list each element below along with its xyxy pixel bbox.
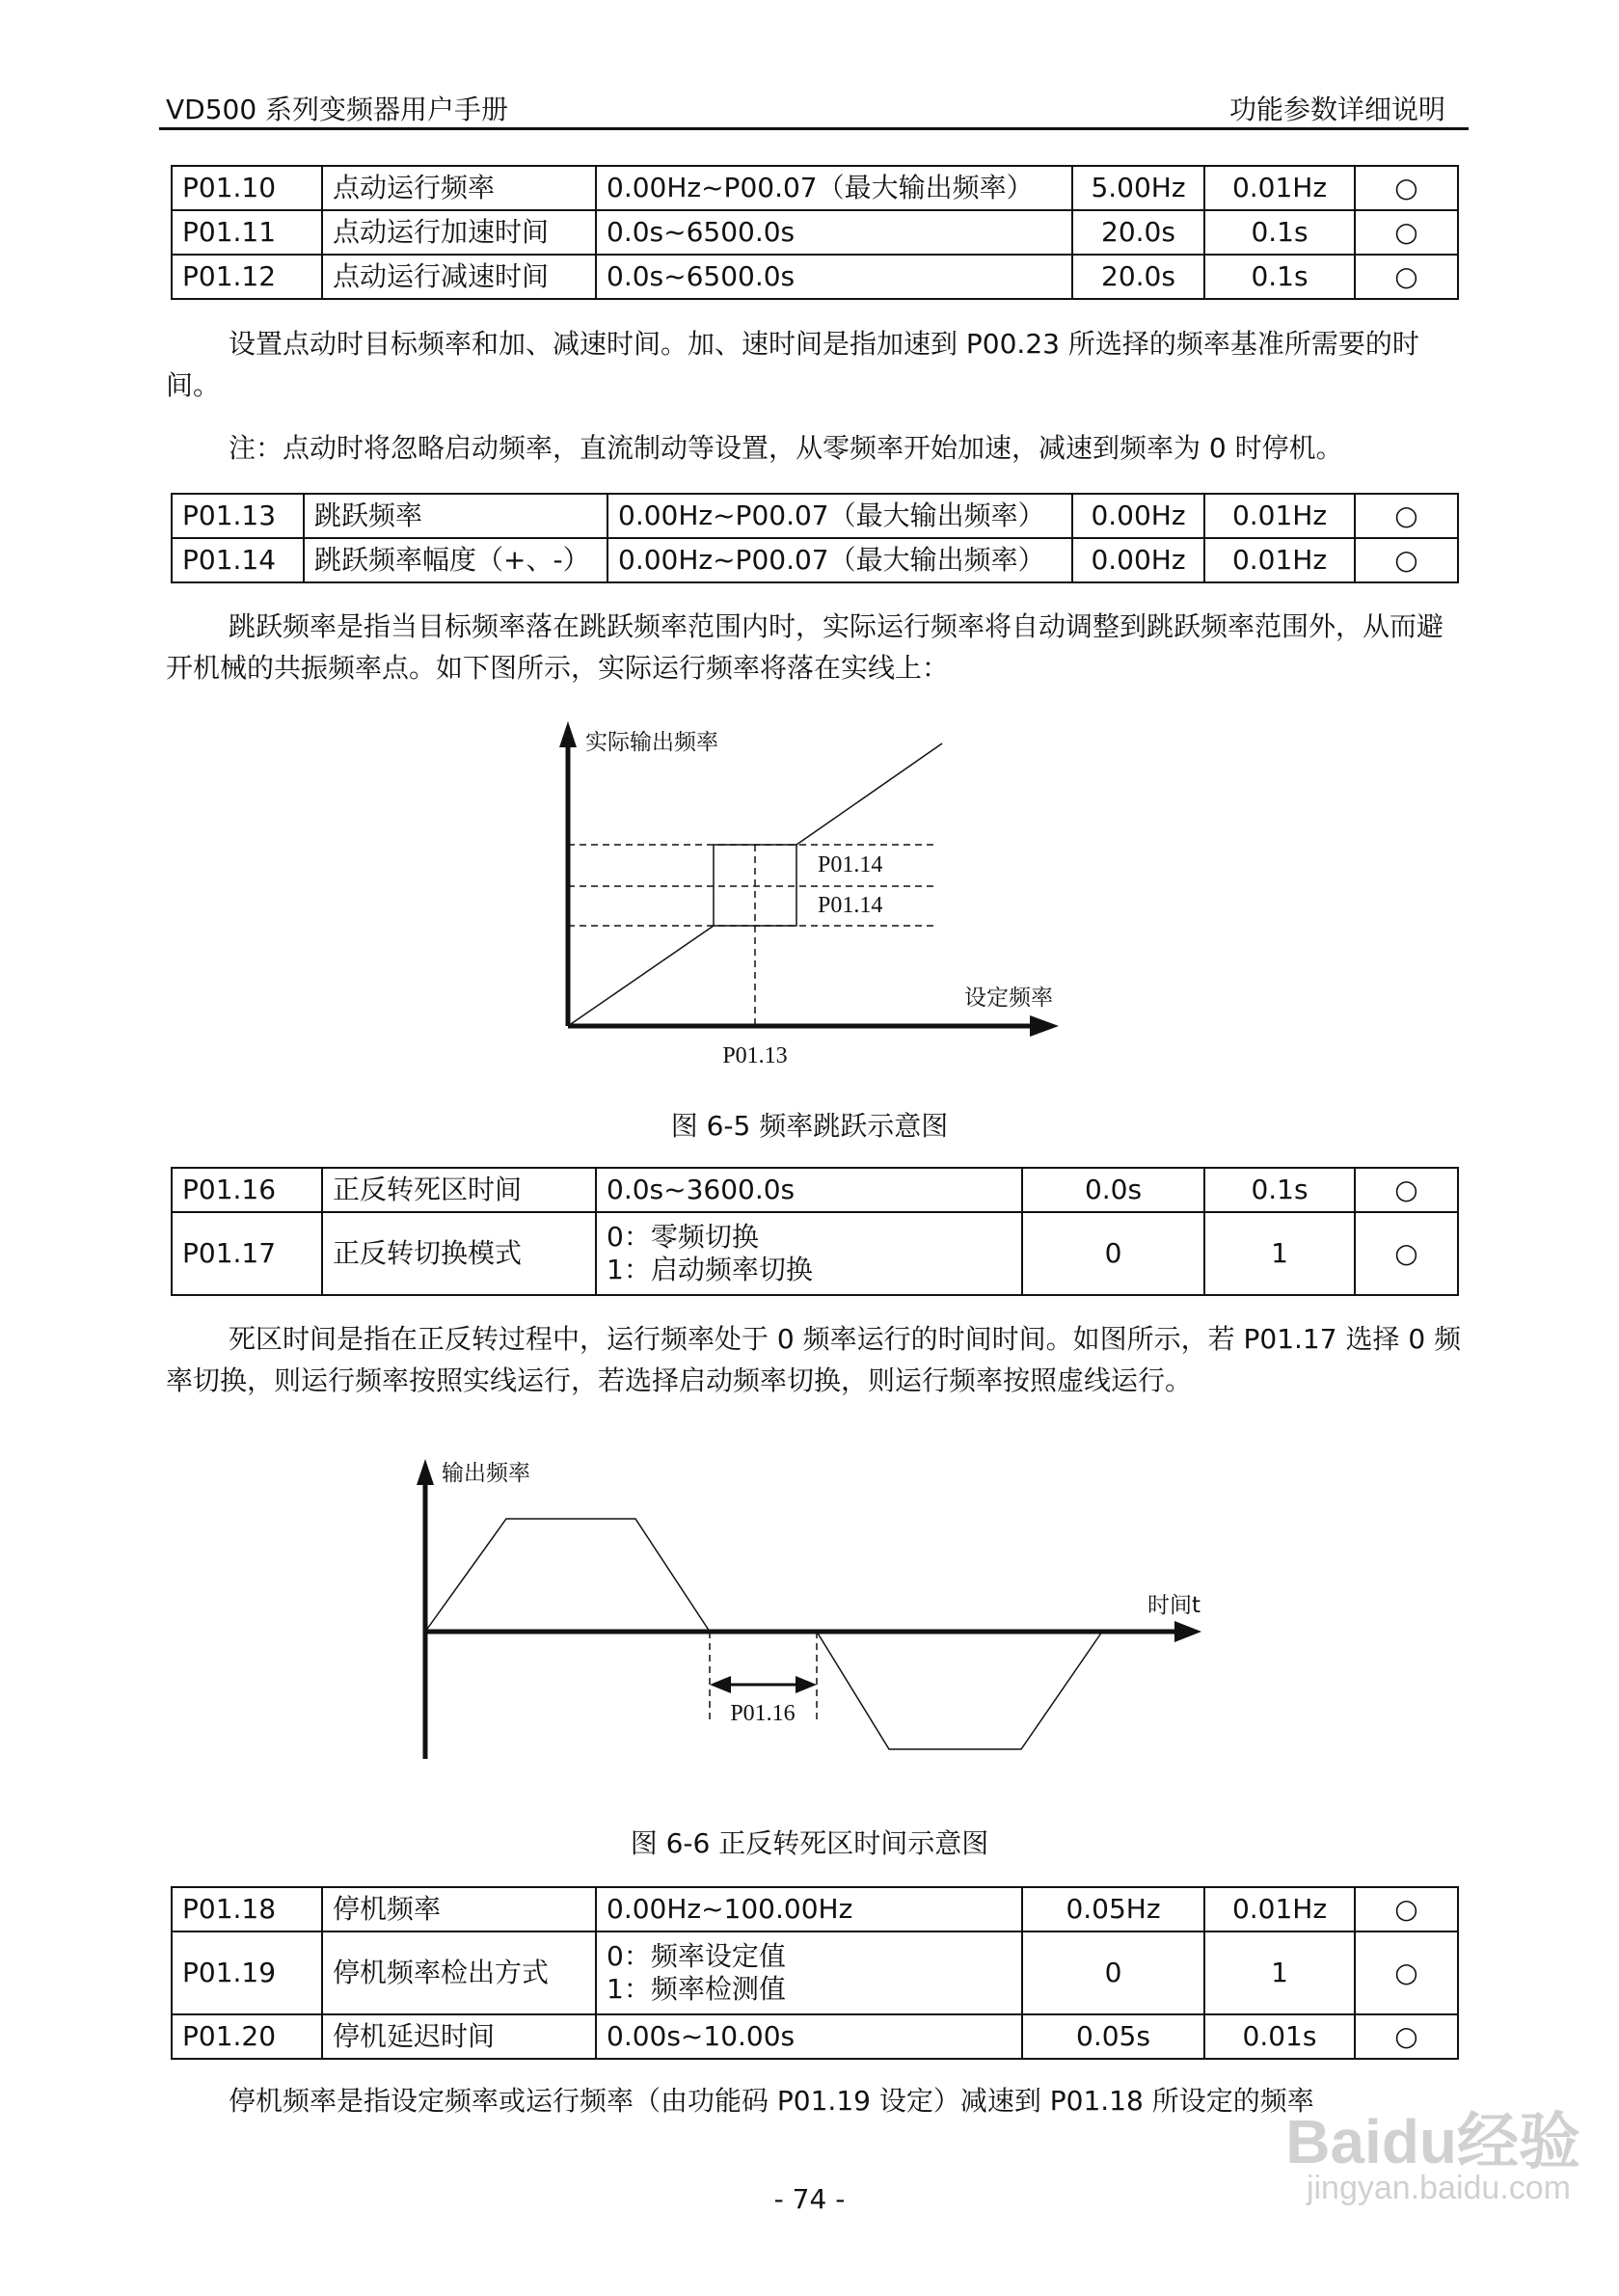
x-axis-label: 设定频率 bbox=[964, 986, 1053, 1011]
param-default: 0.00Hz bbox=[1072, 538, 1204, 582]
figure-frequency-skip bbox=[559, 721, 1059, 1068]
dead-zone-label: P01.16 bbox=[730, 1701, 796, 1726]
x-axis-arrow-icon bbox=[1174, 1621, 1201, 1642]
param-code: P01.17 bbox=[172, 1212, 322, 1295]
paragraph-deadzone: 死区时间是指在正反转过程中，运行频率处于 0 频率运行的时间时间。如图所示，若 P01.17 选择 0 频率切换，则运行频率按照实线运行，若选择启动频率切换，则运行频率按照虚线运行。 bbox=[166, 1323, 1462, 1396]
param-name: 跳跃频率 bbox=[304, 494, 607, 538]
table-row bbox=[172, 2014, 1458, 2059]
paragraph-stop: 停机频率是指设定频率或运行频率（由功能码 P01.19 设定）减速到 P01.18 所设定的频率 bbox=[229, 2085, 1314, 2117]
param-unit: 0.1s bbox=[1204, 255, 1355, 299]
arrow-left-icon bbox=[710, 1676, 731, 1693]
param-range bbox=[596, 1931, 1022, 2014]
param-unit: 0.1s bbox=[1204, 1168, 1355, 1212]
param-range: 0.0s~3600.0s bbox=[596, 1168, 1022, 1212]
param-default: 0 bbox=[1022, 1931, 1204, 2014]
param-name: 点动运行减速时间 bbox=[322, 255, 596, 299]
x-axis-arrow-icon bbox=[1030, 1015, 1059, 1037]
table-row bbox=[172, 1931, 1458, 2014]
section-title: 功能参数详细说明 bbox=[1228, 94, 1445, 125]
param-range: 0.00Hz~100.00Hz bbox=[596, 1887, 1022, 1931]
param-default: 20.0s bbox=[1072, 210, 1204, 255]
table-row bbox=[172, 1168, 1458, 1212]
param-range: 0.00s~10.00s bbox=[596, 2014, 1022, 2059]
param-range: 0.0s~6500.0s bbox=[596, 210, 1072, 255]
table-row bbox=[172, 1887, 1458, 1931]
option-0: 0：零频切换 bbox=[607, 1221, 759, 1253]
param-code: P01.18 bbox=[172, 1887, 322, 1931]
param-code: P01.12 bbox=[172, 255, 322, 299]
param-default: 0.0s bbox=[1022, 1168, 1204, 1212]
baidu-watermark-url: jingyan.baidu.com bbox=[1306, 2170, 1571, 2206]
param-name: 点动运行频率 bbox=[322, 166, 596, 210]
param-name: 正反转切换模式 bbox=[322, 1212, 596, 1295]
param-table-stop bbox=[171, 1886, 1459, 2060]
option-1: 1：频率检测值 bbox=[607, 1973, 786, 2005]
param-default: 0.05Hz bbox=[1022, 1887, 1204, 1931]
param-code: P01.20 bbox=[172, 2014, 322, 2059]
reverse-trapezoid bbox=[817, 1632, 1102, 1749]
param-code: P01.10 bbox=[172, 166, 322, 210]
param-range: 0.0s~6500.0s bbox=[596, 255, 1072, 299]
param-unit: 1 bbox=[1204, 1931, 1355, 2014]
param-default: 0.05s bbox=[1022, 2014, 1204, 2059]
y-axis-label: 实际输出频率 bbox=[585, 730, 718, 755]
figure-caption-6-5: 图 6-5 频率跳跃示意图 bbox=[670, 1110, 949, 1142]
param-mode: ○ bbox=[1355, 2014, 1458, 2059]
param-name: 停机频率检出方式 bbox=[322, 1931, 596, 2014]
page-number: - 74 - bbox=[773, 2183, 846, 2215]
param-code: P01.16 bbox=[172, 1168, 322, 1212]
output-line-lower bbox=[568, 926, 714, 1026]
figure-caption-6-6: 图 6-6 正反转死区时间示意图 bbox=[630, 1827, 989, 1859]
option-1: 1：启动频率切换 bbox=[607, 1254, 813, 1285]
baidu-watermark-logo: Baidu经验 bbox=[1285, 2107, 1580, 2176]
param-code: P01.19 bbox=[172, 1931, 322, 2014]
skip-center-label: P01.13 bbox=[722, 1043, 788, 1068]
param-range: 0.00Hz~P00.07（最大输出频率） bbox=[607, 494, 1072, 538]
param-name: 点动运行加速时间 bbox=[322, 210, 596, 255]
x-axis-label: 时间t bbox=[1147, 1593, 1201, 1618]
param-code: P01.11 bbox=[172, 210, 322, 255]
paragraph-jog: 设置点动时目标频率和加、减速时间。加、速时间是指加速到 P00.23 所选择的频率基准所需要的时间。 bbox=[166, 328, 1419, 401]
param-unit: 0.01s bbox=[1204, 2014, 1355, 2059]
param-mode: ○ bbox=[1355, 210, 1458, 255]
option-0: 0：频率设定值 bbox=[607, 1940, 786, 1972]
paragraph-skip: 跳跃频率是指当目标频率落在跳跃频率范围内时，实际运行频率将自动调整到跳跃频率范围外，从而避开机械的共振频率点。如下图所示，实际运行频率将落在实线上： bbox=[166, 610, 1444, 684]
param-unit: 1 bbox=[1204, 1212, 1355, 1295]
table-row bbox=[172, 1212, 1458, 1295]
param-default: 20.0s bbox=[1072, 255, 1204, 299]
param-range: 0.00Hz~P00.07（最大输出频率） bbox=[596, 166, 1072, 210]
figure-dead-zone bbox=[417, 1459, 1201, 1759]
arrow-right-icon bbox=[796, 1676, 817, 1693]
note-jog: 注：点动时将忽略启动频率，直流制动等设置，从零频率开始加速，减速到频率为 0 时停机。 bbox=[229, 432, 1343, 464]
param-mode: ○ bbox=[1355, 1212, 1458, 1295]
band-lower-label: P01.14 bbox=[818, 893, 883, 918]
param-name: 停机频率 bbox=[322, 1887, 596, 1931]
param-default: 5.00Hz bbox=[1072, 166, 1204, 210]
param-code: P01.14 bbox=[172, 538, 304, 582]
param-mode: ○ bbox=[1355, 166, 1458, 210]
param-default: 0.00Hz bbox=[1072, 494, 1204, 538]
param-mode: ○ bbox=[1355, 255, 1458, 299]
param-mode: ○ bbox=[1355, 1168, 1458, 1212]
param-name: 跳跃频率幅度（+、-） bbox=[304, 538, 607, 582]
output-line-upper bbox=[796, 743, 942, 845]
param-unit: 0.01Hz bbox=[1204, 1887, 1355, 1931]
param-table-deadzone bbox=[171, 1167, 1459, 1296]
param-range: 0.00Hz~P00.07（最大输出频率） bbox=[607, 538, 1072, 582]
y-axis-label: 输出频率 bbox=[442, 1461, 530, 1486]
manual-title: VD500 系列变频器用户手册 bbox=[166, 94, 509, 125]
param-range bbox=[596, 1212, 1022, 1295]
y-axis-arrow-icon bbox=[559, 721, 577, 747]
param-unit: 0.01Hz bbox=[1204, 538, 1355, 582]
param-code: P01.13 bbox=[172, 494, 304, 538]
param-unit: 0.1s bbox=[1204, 210, 1355, 255]
param-unit: 0.01Hz bbox=[1204, 494, 1355, 538]
param-mode: ○ bbox=[1355, 494, 1458, 538]
y-axis-arrow-icon bbox=[417, 1459, 434, 1485]
param-name: 正反转死区时间 bbox=[322, 1168, 596, 1212]
param-name: 停机延迟时间 bbox=[322, 2014, 596, 2059]
param-mode: ○ bbox=[1355, 1887, 1458, 1931]
param-mode: ○ bbox=[1355, 1931, 1458, 2014]
param-mode: ○ bbox=[1355, 538, 1458, 582]
param-unit: 0.01Hz bbox=[1204, 166, 1355, 210]
band-upper-label: P01.14 bbox=[818, 852, 883, 878]
forward-trapezoid bbox=[425, 1519, 710, 1632]
param-default: 0 bbox=[1022, 1212, 1204, 1295]
